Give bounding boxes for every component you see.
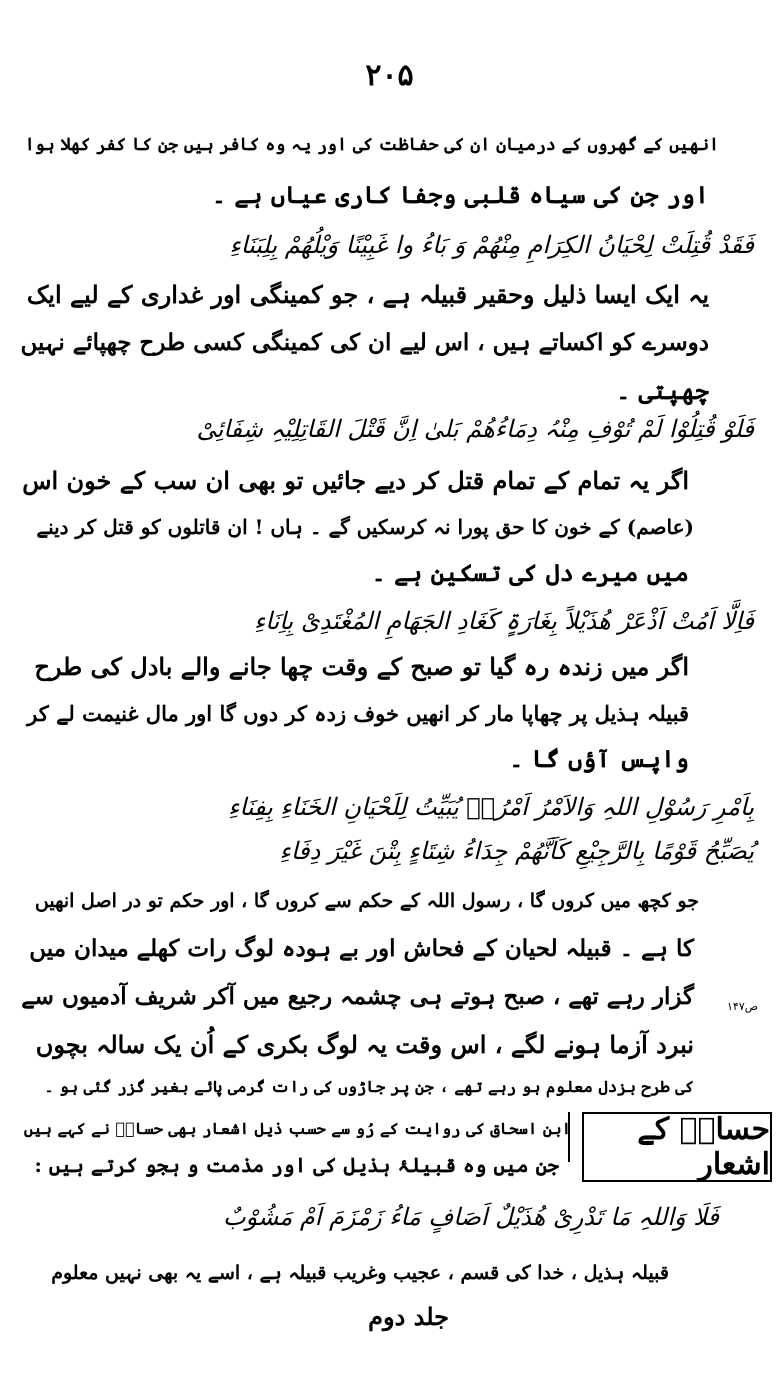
text-line-6: اگر یہ تمام کے تمام قتل کر دیے جائیں تو بھی ان سب کے خون اس bbox=[22, 466, 689, 495]
verse-line-1: فَقَدْ قُتِلَتْ لِحْیَانُ الکِرَامِ مِنْھُمْ وَ بَاءُ وا غَبِیْنًا وَیْلُھُمْ بِلِبَنَاءِ bbox=[229, 231, 754, 259]
verse-line-4: بِاَمْرِ رَسُوْلِ اللہِ وَالاَمْرُ اَمْرُہٗ یُبَیِّتُ لِلَحْیَانِ الخَنَاءِ بِفِنَاءِ bbox=[228, 793, 754, 821]
text-line-17: ابن اسحاق کی روایت کے رُو سے حسب ذیل اشعار بھی حسانؓ نے کہے ہیں bbox=[23, 1119, 571, 1138]
text-line-11: واپس آؤں گا ۔ bbox=[509, 744, 689, 773]
text-line-7: (عاصم) کے خون کا حق پورا نہ کرسکیں گے ۔ ہاں ! ان قاتلوں کو قتل کر دینے bbox=[36, 515, 694, 539]
text-line-4: دوسرے کو اکساتے ہیں ، اس لیے ان کی کمینگی کسی طرح چھپائے نہیں bbox=[20, 329, 709, 356]
verse-line-2: فَلَوْ قُتِلُوْا لَمْ تُوْفِ مِنْہُ دِمَاءُھُمْ بَلیٰ اِنَّ قَتْلَ القَاتِلِیْہِ شِفَائِیْ bbox=[196, 415, 754, 443]
verse-line-6: فَلَا وَاللہِ مَا تَدْرِیْ ھُذَیْلٌ اَصَافٍ مَاءُ زَمْزَمَ اَمْ مَشُوْبٌ bbox=[223, 1203, 719, 1231]
text-line-19: قبیلہ ہذیل ، خدا کی قسم ، عجیب وغریب قبیلہ ہے ، اسے یہ بھی نہیں معلوم bbox=[51, 1262, 669, 1284]
text-line-12: جو کچھ میں کروں گا ، رسول اللہ کے حکم سے کروں گا ، اور حکم تو در اصل انھیں bbox=[34, 890, 699, 912]
volume-label: جلد دوم bbox=[368, 1302, 449, 1331]
text-line-18: جن میں وہ قبیلۂ ہذیل کی اور مذمت و ہجو کرتے ہیں : bbox=[34, 1153, 559, 1177]
text-line-10: قبیلہ ہذیل پر چھاپا مار کر انھیں خوف زدہ کر دوں گا اور مال غنیمت لے کر bbox=[27, 701, 689, 726]
text-line-5: چھپتی ۔ bbox=[616, 376, 709, 405]
text-line-8: میں میرے دل کی تسکین ہے ۔ bbox=[371, 558, 689, 587]
text-line-3: یہ ایک ایسا ذلیل وحقیر قبیلہ ہے ، جو کمینگی اور غداری کے لیے ایک bbox=[26, 280, 709, 309]
text-line-14: گزار رہے تھے ، صبح ہوتے ہی چشمہ رجیع میں آکر شریف آدمیوں سے bbox=[21, 983, 694, 1010]
verse-line-5: یُصَبِّحُ قَوْمًا بِالرَّجِیْعِ کَاَنَّھُمْ جِدَاءُ شِتَاءٍ بِتْنَ غَیْرَ دِفَاءِ bbox=[279, 837, 754, 865]
page-number: ۲۰۵ bbox=[365, 58, 414, 93]
text-line-13: کا ہے ۔ قبیلہ لحیان کے فحاش اور بے ہودہ لوگ رات کھلے میدان میں bbox=[29, 935, 694, 962]
side-heading-text: حسانؓ کے اشعار bbox=[637, 1112, 770, 1182]
text-line-2: اور جن کی سیاہ قلبی وجفا کاری عیاں ہے ۔ bbox=[211, 180, 709, 209]
text-line-16: کی طرح بزدل معلوم ہو رہے تھے ، جن پر جاڑوں کی رات گرمی پائے بغیر گزر گئی ہو ۔ bbox=[44, 1077, 694, 1096]
text-line-1: انھیں کے گھروں کے درمیان ان کی حفاظت کی اور یہ وہ کافر ہیں جن کا کفر کھلا ہوا bbox=[24, 135, 719, 155]
verse-line-3: فَاِلَّا اَمُتْ اَذْعَرْ ھُذَیْلاً بِغَارَۃٍ کَغَادِ الجَھَامِ المُغْتَدِیْ بِاِنَاءِ bbox=[253, 607, 754, 635]
text-line-9: اگر میں زندہ رہ گیا تو صبح کے وقت چھا جانے والے بادل کی طرح bbox=[34, 652, 689, 681]
footnote-marker: ص۱۴۷ bbox=[727, 1000, 759, 1013]
side-heading bbox=[582, 1112, 772, 1182]
text-line-15: نبرد آزما ہونے لگے ، اس وقت یہ لوگ بکری کے اُن یک سالہ بچوں bbox=[35, 1030, 694, 1059]
